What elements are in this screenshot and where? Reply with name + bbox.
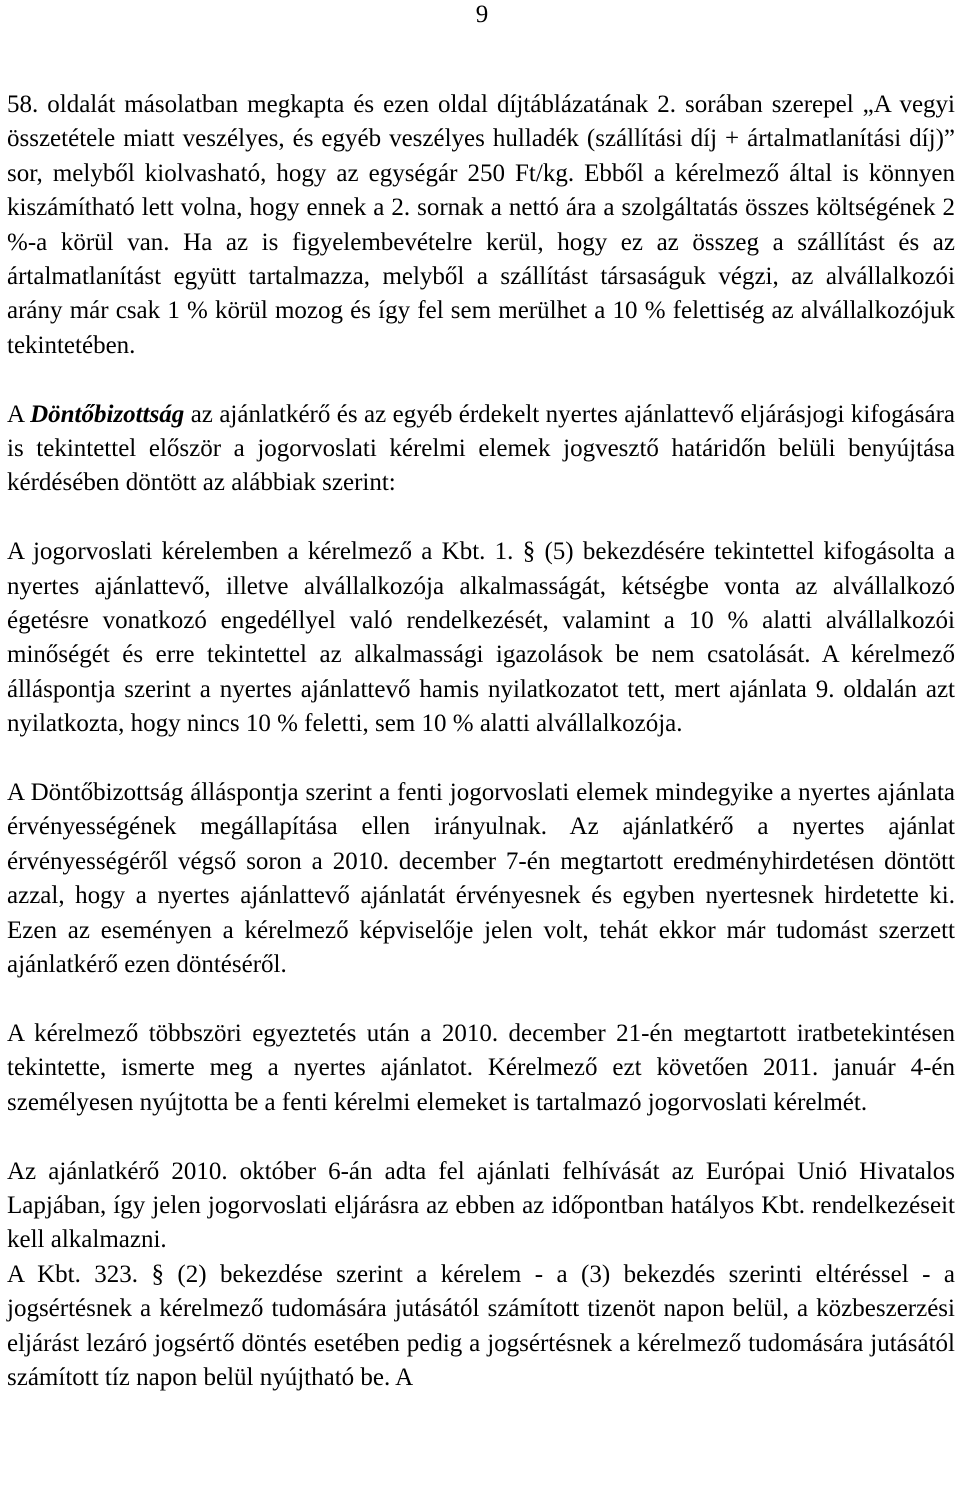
paragraph-remedy-request: A jogorvoslati kérelemben a kérelmező a Kbt. 1. § (5) bekezdésére tekintettel kifogásolta a nyertes ajánlattevő, illetve alvállalkozója alkalmasságát, kétségbe vonta az alvállalkozó égetésre vonatkozó engedéllyel való rendelkezését, valamint a 10 % alatti alvállalkozói minőségét és erre tekintettel az alkalmassági igazolások be nem csatolását. A kérelmező álláspontja szerint a nyertes ajánlattevő hamis nyilatkozatot tett, mert ajánlata 9. oldalán azt nyilatkozta, hogy nincs 10 % feletti, sem 10 % alatti alvállalkozója. — [7, 538, 955, 738]
emphasized-term: Döntőbizottság — [30, 400, 185, 428]
paragraph-prefix: A — [7, 400, 31, 428]
page-number: 9 — [475, 1, 489, 28]
paragraph-call-for-tender: Az ajánlatkérő 2010. október 6-án adta fel ajánlati felhívását az Európai Unió Hivatalos Lapjában, így jelen jogorvoslati eljárásra az ebben az időpontban hatályos Kbt. rendelkezéseit kell alkalmazni. — [7, 1157, 955, 1254]
paragraph-procedural-objection — [7, 398, 955, 501]
paragraph-board-position: A Döntőbizottság álláspontja szerint a fenti jogorvoslati elemek mindegyike a nyertes ajánlata érvényességének megállapítása ellen irányulnak. Az ajánlatkérő a nyertes ajánlat érvényességéről végső soron a 2010. december 7-én megtartott eredményhirdetésen döntött azzal, hogy a nyertes ajánlattevő ajánlatát érvényesnek és egyben nyertesnek hirdetette ki. Ezen az eseményen a kérelmező képviselője jelen volt, tehát ekkor már tudomást szerzett ajánlatkérő ezen döntéséről. — [7, 779, 955, 979]
paragraph-fee-table: 58. oldalát másolatban megkapta és ezen oldal díjtáblázatának 2. sorában szerepel „A vegyi összetétele miatt veszélyes, és egyéb veszélyes hulladék (szállítási díj + ártalmatlanítási díj)” sor, melyből kiolvasható, hogy az egységár 250 Ft/kg. Ebből a kérelmező által is könnyen kiszámítható lett volna, hogy ennek a 2. sornak a nettó ára a szolgáltatás összes költségének 2 %-a körül van. Ha az is figyelembevételre kerül, hogy ez az összeg a szállítást és az ártalmatlanítást együtt tartalmazza, melyből a szállítást társaságuk végzi, az alvállalkozói arány már csak 1 % körül mozog és így fel sem merülhet a 10 % felettiség az alvállalkozójuk tekintetében. — [7, 91, 955, 359]
paragraph-body: az ajánlatkérő és az egyéb érdekelt nyertes ajánlattevő eljárásjogi kifogására is tekintettel először a jogorvoslati kérelmi elemek jogvesztő határidőn belüli benyújtása kérdésében döntött az alábbiak szerint: — [7, 400, 955, 497]
paragraph-document-inspection: A kérelmező többszöri egyeztetés után a 2010. december 21-én megtartott iratbetekintésen tekintette, ismerte meg a nyertes ajánlatot. Kérelmező ezt követően 2011. január 4-én személyesen nyújtotta be a fenti kérelmi elemeket is tartalmazó jogorvoslati kérelmét. — [7, 1019, 955, 1116]
document-body — [7, 88, 955, 1395]
paragraph-kbt-323: A Kbt. 323. § (2) bekezdése szerint a kérelem - a (3) bekezdés szerinti eltéréssel - a jogsértésnek a kérelmező tudomására jutásától számított tizenöt napon belül, a közbeszerzési eljárást lezáró jogsértő döntés esetében pedig a jogsértésnek a kérelmező tudomására jutásától számított tíz napon belül nyújtható be. A — [7, 1260, 955, 1391]
